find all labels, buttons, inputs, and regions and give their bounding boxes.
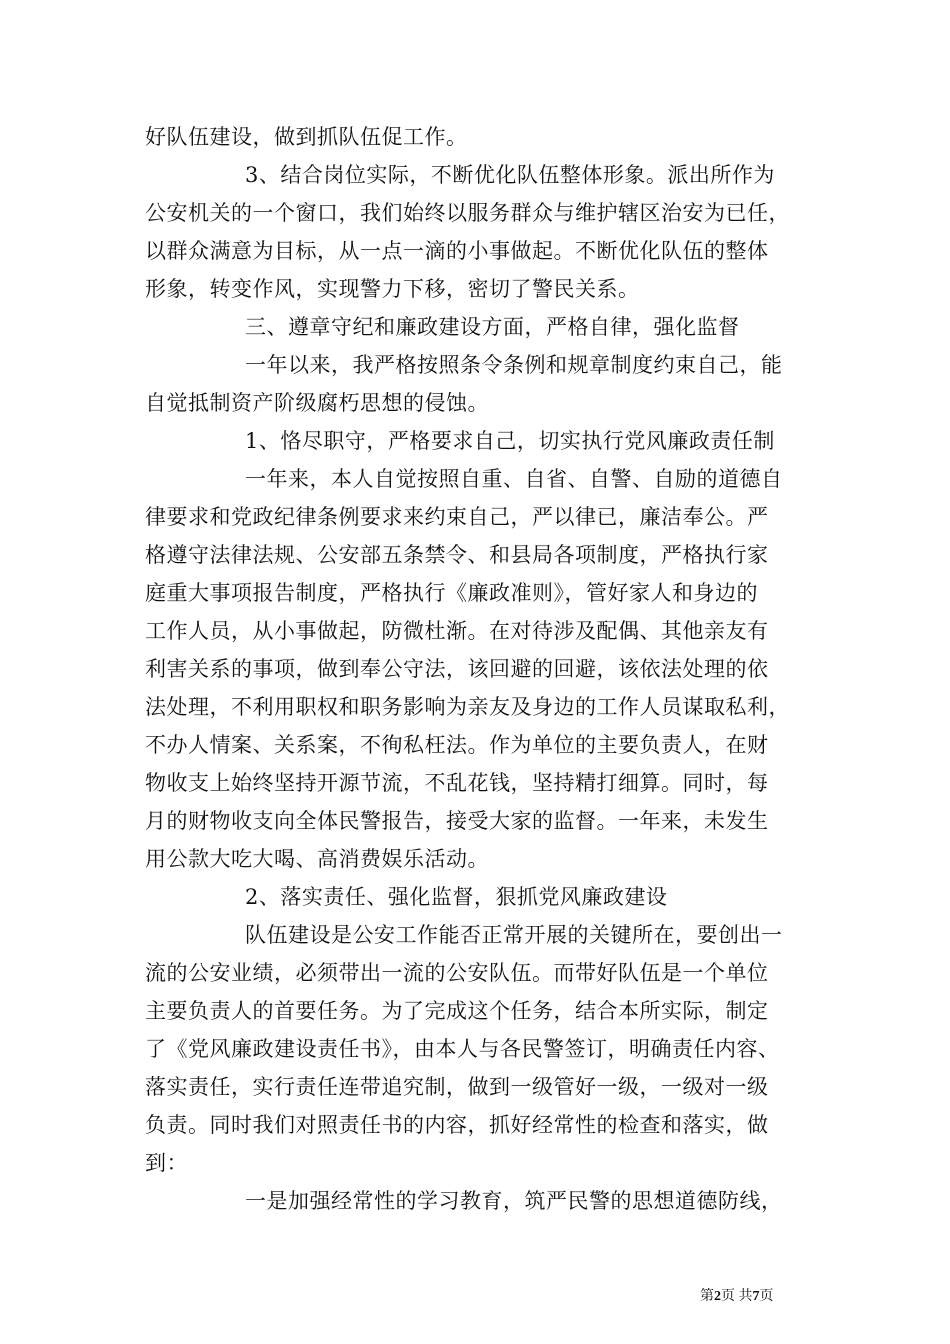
text-line: 流的公安业绩，必须带出一流的公安队伍。而带好队伍是一个单位	[145, 961, 769, 985]
text-line: 负责。同时我们对照责任书的内容，抓好经常性的检查和落实，做	[145, 1113, 769, 1137]
page-footer	[700, 1288, 820, 1306]
footer-prefix: 第	[700, 1289, 714, 1304]
subsection-heading: 1、恪尽职守，严格要求自己，切实执行党风廉政责任制	[245, 429, 775, 453]
text-line: 了《党风廉政建设责任书》，由本人与各民警签订，明确责任内容、	[145, 1037, 780, 1061]
text-line: 不办人情案、关系案，不徇私枉法。作为单位的主要负责人，在财	[145, 733, 769, 757]
text-line: 以群众满意为目标，从一点一滴的小事做起。不断优化队伍的整体	[145, 239, 769, 263]
text-line: 一年来，本人自觉按照自重、自省、自警、自励的道德自	[245, 467, 783, 491]
text-line: 到：	[145, 1151, 188, 1175]
text-line: 自觉抵制资产阶级腐朽思想的侵蚀。	[145, 391, 489, 415]
text-line: 律要求和党政纪律条例要求来约束自己，严以律已，廉洁奉公。严	[145, 505, 769, 529]
footer-suffix: 页	[759, 1289, 774, 1304]
text-line: 利害关系的事项，做到奉公守法，该回避的回避，该依法处理的依	[145, 657, 769, 681]
text-line: 主要负责人的首要任务。为了完成这个任务，结合本所实际，制定	[145, 999, 769, 1023]
current-page-number: 2	[714, 1289, 721, 1304]
text-line: 庭重大事项报告制度，严格执行《廉政准则》，管好家人和身边的	[145, 581, 758, 605]
subsection-heading: 2、落实责任、强化监督，狠抓党风廉政建设	[245, 885, 668, 909]
text-line: 月的财物收支向全体民警报告，接受大家的监督。一年来，未发生	[145, 809, 769, 833]
total-pages-number: 7	[752, 1289, 760, 1304]
text-line: 形象，转变作风，实现警力下移，密切了警民关系。	[145, 277, 640, 301]
text-line: 格遵守法律法规、公安部五条禁令、和县局各项制度，严格执行家	[145, 543, 769, 567]
text-line: 一是加强经常性的学习教育，筑严民警的思想道德防线，	[245, 1189, 783, 1213]
text-line: 3、结合岗位实际，不断优化队伍整体形象。派出所作为	[245, 163, 775, 187]
text-line: 落实责任，实行责任连带追究制，做到一级管好一级，一级对一级	[145, 1075, 769, 1099]
text-line: 队伍建设是公安工作能否正常开展的关键所在，要创出一	[245, 923, 783, 947]
text-line: 工作人员，从小事做起，防微杜渐。在对待涉及配偶、其他亲友有	[145, 619, 769, 643]
text-line: 物收支上始终坚持开源节流，不乱花钱，坚持精打细算。同时，每	[145, 771, 769, 795]
footer-middle: 页 共	[721, 1289, 753, 1304]
section-heading: 三、遵章守纪和廉政建设方面，严格自律，强化监督	[245, 315, 740, 339]
text-line: 好队伍建设，做到抓队伍促工作。	[145, 125, 468, 149]
text-line: 用公款大吃大喝、高消费娱乐活动。	[145, 847, 489, 871]
text-line: 法处理，不利用职权和职务影响为亲友及身边的工作人员谋取私利，	[145, 695, 790, 719]
text-line: 公安机关的一个窗口，我们始终以服务群众与维护辖区治安为已任，	[145, 201, 790, 225]
text-line: 一年以来，我严格按照条令条例和规章制度约束自己，能	[245, 353, 783, 377]
